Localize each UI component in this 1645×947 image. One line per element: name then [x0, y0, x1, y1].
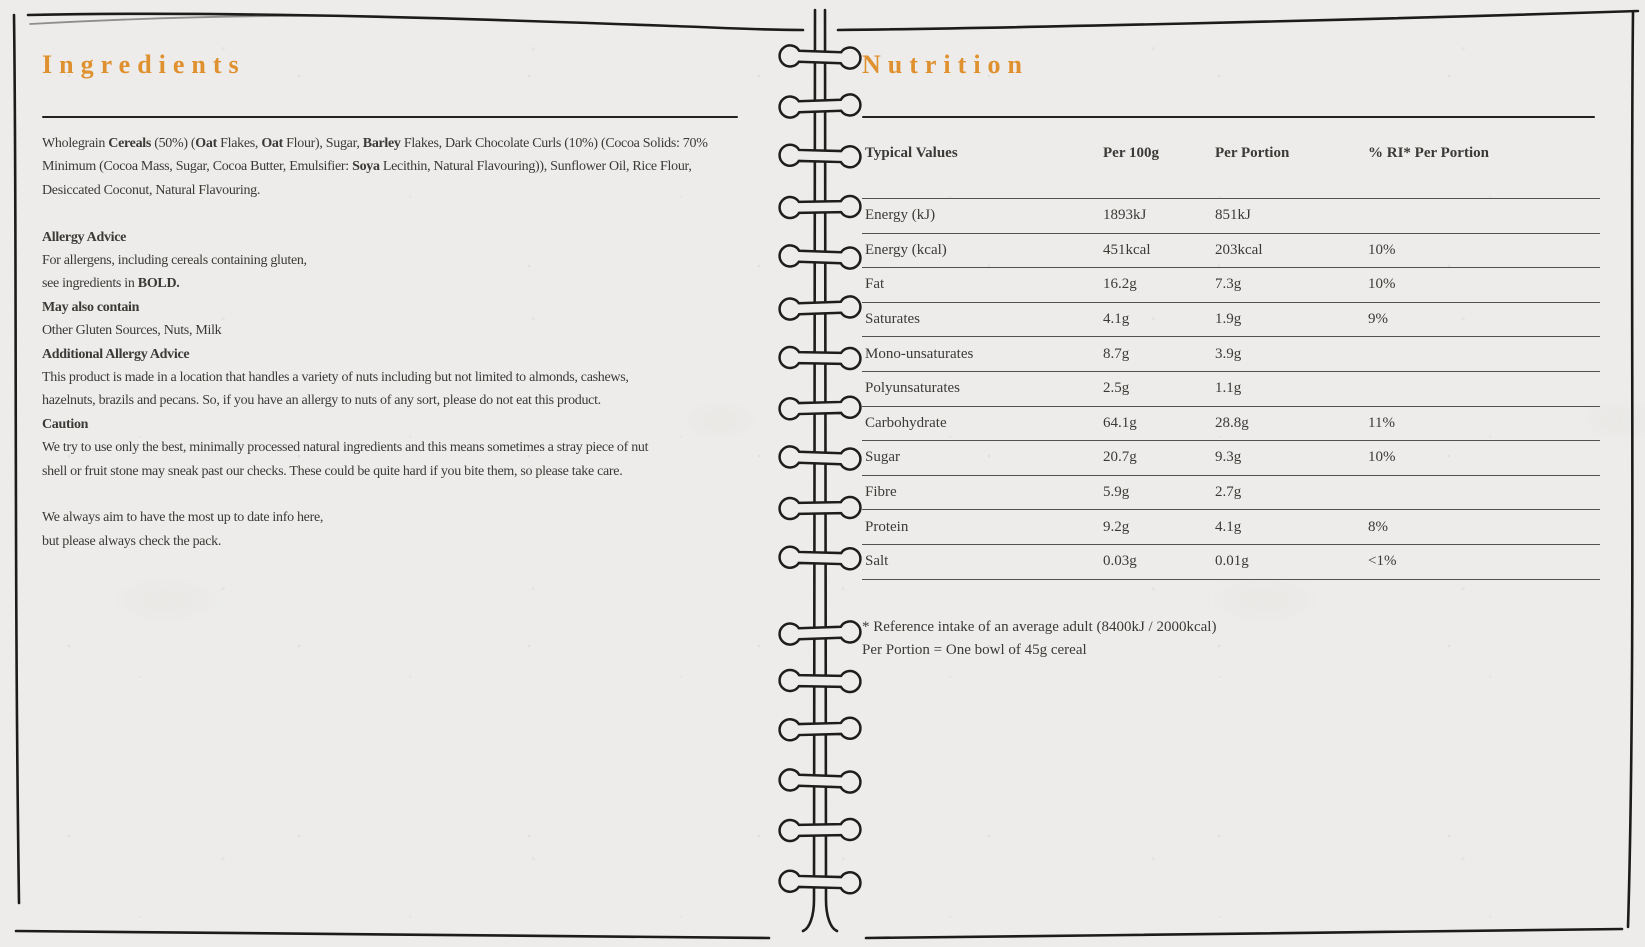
- table-cell: 64.1g: [1103, 414, 1137, 431]
- table-cell: 7.3g: [1215, 276, 1242, 293]
- ingredients-panel: [42, 50, 745, 553]
- table-row: [862, 406, 1600, 441]
- table-cell: 8.7g: [1103, 345, 1130, 362]
- text-line: hazelnuts, brazils and pecans. So, if you have an allergy to nuts of any sort, please do not eat this product.: [42, 393, 601, 409]
- table-cell: 0.01g: [1215, 553, 1249, 570]
- text-line: Desiccated Coconut, Natural Flavouring.: [42, 182, 261, 198]
- table-cell: 11%: [1368, 414, 1395, 431]
- table-cell: 3.9g: [1215, 345, 1242, 362]
- table-cell: 9.3g: [1215, 449, 1242, 466]
- table-cell: 1.1g: [1215, 380, 1242, 397]
- table-cell: 10%: [1368, 241, 1396, 258]
- table-cell: 4.1g: [1103, 311, 1130, 328]
- text-line: Wholegrain Cereals (50%) (Oat Flakes, Oat Flour), Sugar, Barley Flakes, Dark Chocolate Curls (10%) (Cocoa Solids: 70%: [42, 136, 708, 151]
- table-header-row: [862, 118, 1600, 198]
- text-line: see ingredients in BOLD.: [42, 276, 180, 292]
- text-line: Allergy Advice: [42, 229, 127, 245]
- table-cell: 851kJ: [1215, 207, 1251, 224]
- text-line: We try to use only the best, minimally processed natural ingredients and this means sometimes a stray piece of nut: [42, 440, 649, 456]
- text-line: Caution: [42, 416, 89, 432]
- table-cell: 10%: [1368, 449, 1396, 466]
- table-cell: Saturates: [865, 311, 920, 328]
- table-row: [862, 509, 1600, 544]
- table-cell: Mono-unsaturates: [865, 345, 974, 362]
- text-line: Minimum (Cocoa Mass, Sugar, Cocoa Butter, Emulsifier: Soya Lecithin, Natural Flavouring)), Sunflower Oil, Rice Flour,: [42, 159, 692, 175]
- table-cell: Carbohydrate: [865, 414, 947, 431]
- ingredients-text-block: [42, 132, 745, 553]
- table-row: [862, 475, 1600, 510]
- table-row: [862, 371, 1600, 406]
- column-header: Per Portion: [1215, 144, 1290, 161]
- nutrition-panel: [862, 50, 1600, 663]
- text-line: This product is made in a location that handles a variety of nuts including but not limited to almonds, cashews,: [42, 370, 629, 386]
- ingredients-divider: [42, 116, 738, 118]
- table-cell: 20.7g: [1103, 449, 1137, 466]
- column-header: Typical Values: [865, 144, 958, 161]
- text-line: We always aim to have the most up to date info here,: [42, 510, 324, 526]
- nutrition-title: Nutrition: [862, 50, 1029, 79]
- table-cell: Salt: [865, 553, 889, 570]
- table-cell: Fibre: [865, 484, 897, 501]
- text-line: shell or fruit stone may sneak past our checks. These could be quite hard if you bite them, so please take care.: [42, 463, 623, 479]
- table-cell: Energy (kJ): [865, 207, 936, 224]
- text-line: Other Gluten Sources, Nuts, Milk: [42, 323, 222, 339]
- table-row: [862, 267, 1600, 302]
- table-cell: 16.2g: [1103, 276, 1137, 293]
- table-cell: 2.5g: [1103, 380, 1130, 397]
- table-cell: 1893kJ: [1103, 207, 1147, 224]
- nutrition-footnotes: [862, 616, 1600, 663]
- table-row: [862, 440, 1600, 475]
- table-cell: 8%: [1368, 518, 1388, 535]
- table-cell: 28.8g: [1215, 414, 1249, 431]
- text-line: May also contain: [42, 299, 140, 315]
- table-cell: 1.9g: [1215, 311, 1242, 328]
- table-cell: 9%: [1368, 311, 1388, 328]
- text-line: Additional Allergy Advice: [42, 346, 190, 362]
- table-row: [862, 302, 1600, 337]
- table-cell: 2.7g: [1215, 484, 1242, 501]
- text-line: but please always check the pack.: [42, 533, 222, 549]
- nutrition-table: [862, 118, 1600, 580]
- column-header: % RI* Per Portion: [1368, 144, 1489, 161]
- table-cell: Polyunsaturates: [865, 380, 960, 397]
- table-row: [862, 544, 1600, 579]
- column-header: Per 100g: [1103, 144, 1159, 161]
- table-cell: 4.1g: [1215, 518, 1242, 535]
- portion-size-note: Per Portion = One bowl of 45g cereal: [862, 642, 1087, 659]
- spiral-binding-icon: [770, 0, 870, 947]
- table-cell: 10%: [1368, 276, 1396, 293]
- ingredients-title: Ingredients: [42, 50, 246, 79]
- table-cell: <1%: [1368, 553, 1397, 570]
- table-cell: Protein: [865, 518, 909, 535]
- table-cell: 9.2g: [1103, 518, 1130, 535]
- table-cell: 5.9g: [1103, 484, 1130, 501]
- table-cell: Energy (kcal): [865, 241, 947, 258]
- table-row: [862, 233, 1600, 268]
- table-cell: 0.03g: [1103, 553, 1137, 570]
- table-row: [862, 198, 1600, 233]
- table-cell: 203kcal: [1215, 241, 1263, 258]
- table-cell: 451kcal: [1103, 241, 1151, 258]
- reference-intake-note: * Reference intake of an average adult (8400kJ / 2000kcal): [862, 618, 1217, 635]
- table-cell: Fat: [865, 276, 885, 293]
- text-line: For allergens, including cereals containing gluten,: [42, 253, 307, 269]
- table-cell: Sugar: [865, 449, 900, 466]
- table-row: [862, 336, 1600, 371]
